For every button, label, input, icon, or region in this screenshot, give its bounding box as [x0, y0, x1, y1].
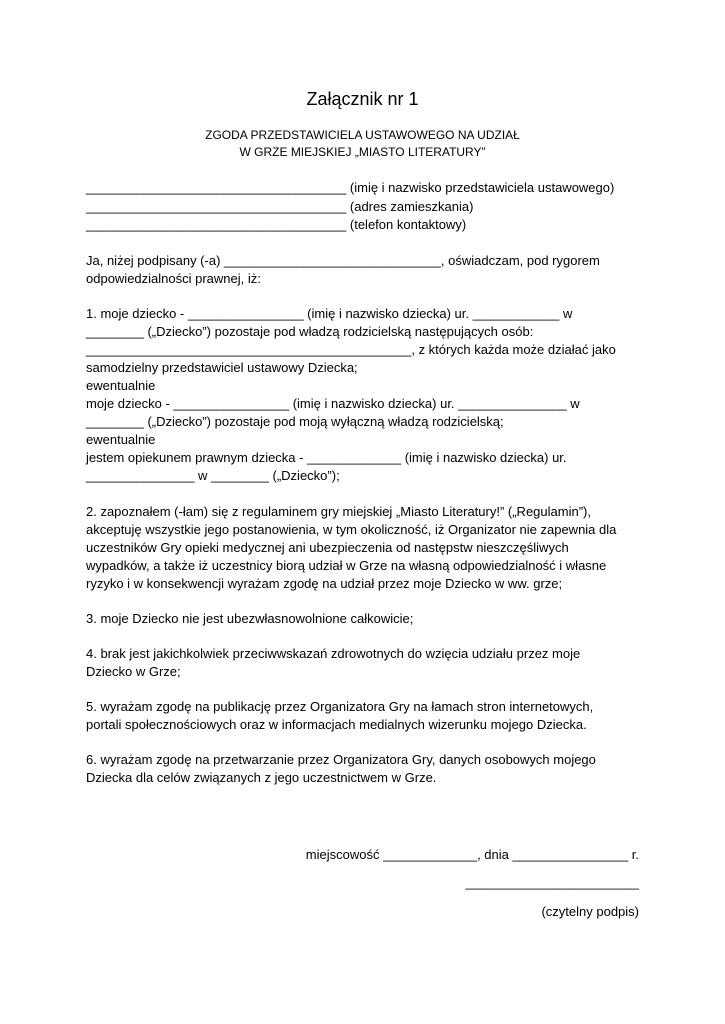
point1-line-1: 1. moje dziecko - ________________ (imię i nazwisko dziecka) ur. ____________ w — [86, 306, 573, 321]
intro-line-2: odpowiedzialności prawnej, iż: — [86, 271, 261, 286]
guardian-phone-field: ____________________________________ (telefon kontaktowy) — [86, 217, 467, 232]
point4-line-1: 4. brak jest jakichkolwiek przeciwwskazań zdrowotnych do wzięcia udziału przez moje — [86, 646, 581, 661]
point1-line-5: ewentualnie — [86, 378, 156, 393]
point1-line-6: moje dziecko - ________________ (imię i nazwisko dziecka) ur. _______________ w — [86, 396, 580, 411]
point2-line-5: ryzyko i w konsekwencji wyrażam zgodę na udział przez moje Dziecko w ww. grze; — [86, 576, 563, 591]
point2-line-4: wypadków, a także iż uczestnicy biorą udział w Grze na własną odpowiedzialność i własne — [86, 558, 607, 573]
point6-line-2: Dziecka dla celów związanych z jego uczestnictwem w Grze. — [86, 770, 437, 785]
point5-line-1: 5. wyrażam zgodę na publikację przez Organizatora Gry na łamach stron internetowych, — [86, 699, 594, 714]
point5-line-2: portali społecznościowych oraz w informacjach medialnych wizerunku mojego Dziecka. — [86, 717, 587, 732]
point4-line-2: Dziecko w Grze; — [86, 664, 181, 679]
point3-line-1: 3. moje Dziecko nie jest ubezwłasnowolnione całkowicie; — [86, 611, 414, 626]
point2-line-3: uczestników Gry opieki medycznej ani ubezpieczenia od następstw nieszczęśliwych — [86, 540, 569, 555]
intro-line-1: Ja, niżej podpisany (-a) ______________________________, oświadczam, pod rygorem — [86, 253, 600, 268]
point2-line-1: 2. zapoznałem (-łam) się z regulaminem gry miejskiej „Miasto Literatury!” („Regulamin”), — [86, 504, 591, 519]
point1-line-4: samodzielny przedstawiciel ustawowy Dziecka; — [86, 360, 358, 375]
signature-line: ________________________ — [465, 875, 639, 890]
guardian-address-field: ____________________________________ (adres zamieszkania) — [86, 199, 474, 214]
point2-line-2: akceptuję wszystkie jego postanowienia, w tym okoliczność, iż Organizator nie zapewnia dla — [86, 522, 617, 537]
document-title: Załącznik nr 1 — [306, 89, 419, 109]
heading-line-2: W GRZE MIEJSKIEJ „MIASTO LITERATURY” — [239, 145, 486, 159]
point1-line-8: ewentualnie — [86, 432, 156, 447]
point1-line-7: ________ („Dziecko”) pozostaje pod moją wyłączną władzą rodzicielską; — [86, 414, 504, 429]
heading-line-1: ZGODA PRZEDSTAWICIELA USTAWOWEGO NA UDZIAŁ — [205, 128, 520, 142]
place-date-field: miejscowość _____________, dnia ________________ r. — [305, 847, 639, 862]
guardian-name-field: ____________________________________ (imię i nazwisko przedstawiciela ustawowego) — [86, 180, 615, 195]
point6-line-1: 6. wyrażam zgodę na przetwarzanie przez Organizatora Gry, danych osobowych mojego — [86, 752, 596, 767]
document-heading — [0, 127, 725, 161]
point1-line-3: _____________________________________________, z których każda może działać jako — [86, 342, 616, 357]
signature-label: (czytelny podpis) — [541, 904, 639, 919]
point1-line-10: _______________ w ________ („Dziecko”); — [86, 468, 340, 483]
point1-line-2: ________ („Dziecko”) pozostaje pod władzą rodzicielską następujących osób: — [86, 324, 534, 339]
point1-line-9: jestem opiekunem prawnym dziecka - _____________ (imię i nazwisko dziecka) ur. — [86, 450, 567, 465]
